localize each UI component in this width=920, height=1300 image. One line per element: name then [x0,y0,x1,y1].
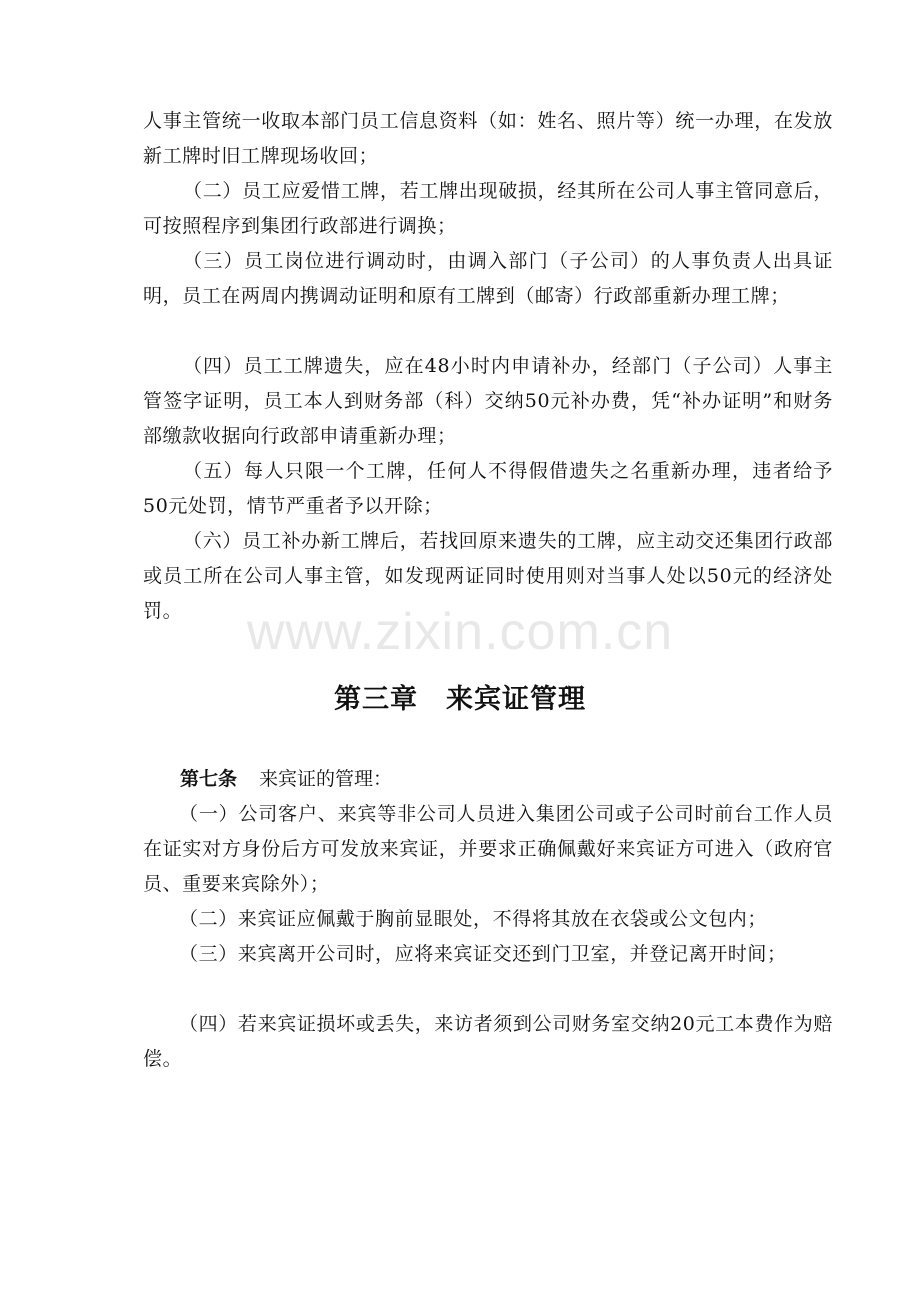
paragraph-badge-found: （六）员工补办新工牌后，若找回原来遗失的工牌，应主动交还集团行政部或员工所在公司人事主管，如发现两证同时使用则对当事人处以50元的经济处罚。 [143,530,833,622]
paragraph-badge-lost: （四）员工工牌遗失，应在48小时内申请补办，经部门（子公司）人事主管签字证明，员工本人到财务部（科）交纳50元补办费，凭“补办证明”和财务部缴款收据向行政部申请重新办理； [143,355,833,447]
article-title: 来宾证的管理： [259,768,393,790]
article-number: 第七条 [180,768,238,790]
paragraph-visitor-wear: （二）来宾证应佩戴于胸前显眼处，不得将其放在衣袋或公文包内； [179,908,768,930]
paragraph-visitor-lost: （四）若来宾证损坏或丢失，来访者须到公司财务室交纳20元工本费作为赔偿。 [143,1013,833,1070]
chapter-title: 第三章 来宾证管理 [334,684,586,715]
paragraph-badge-issue: 人事主管统一收取本部门员工信息资料（如：姓名、照片等）统一办理，在发放新工牌时旧工牌现场收回； [143,110,833,167]
watermark: www.zixin.com.cn [246,603,674,661]
paragraph-badge-transfer: （三）员工岗位进行调动时，由调入部门（子公司）的人事负责人出具证明，员工在两周内携调动证明和原有工牌到（邮寄）行政部重新办理工牌； [143,250,833,307]
article-heading [180,762,392,797]
paragraph-badge-damage: （二）员工应爱惜工牌，若工牌出现破损，经其所在公司人事主管同意后，可按照程序到集团行政部进行调换； [143,180,833,237]
paragraph-visitor-entry: （一）公司客户、来宾等非公司人员进入集团公司或子公司时前台工作人员在证实对方身份后方可发放来宾证，并要求正确佩戴好来宾证方可进入（政府官员、重要来宾除外）； [143,803,833,895]
paragraph-visitor-return: （三）来宾离开公司时，应将来宾证交还到门卫室，并登记离开时间； [179,943,787,965]
paragraph-badge-limit: （五）每人只限一个工牌，任何人不得假借遗失之名重新办理，违者给予50元处罚，情节严重者予以开除； [143,460,833,517]
